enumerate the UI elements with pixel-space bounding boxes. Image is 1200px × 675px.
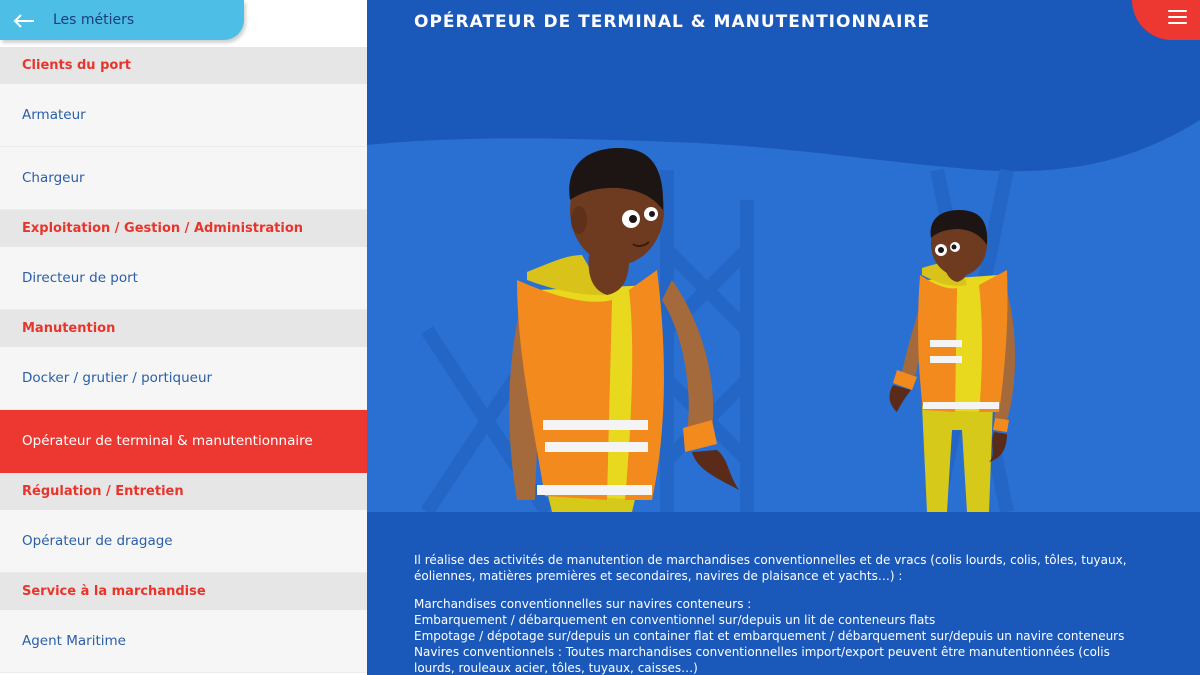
job-detail-panel xyxy=(367,0,1200,675)
page-title: OPÉRATEUR DE TERMINAL & MANUTENTIONNAIRE xyxy=(414,12,931,32)
back-label: Les métiers xyxy=(53,12,135,28)
description-line: Marchandises conventionnelles sur navires conteneurs : xyxy=(414,597,752,611)
description-intro: Il réalise des activités de manutention de marchandises conventionnelles et de vracs (colis lourds, colis, tôles, tuyaux, éoliennes, matières premières et secondaires, navires de plaisance et yachts…) : xyxy=(414,553,1127,583)
section-header-clients: Clients du port xyxy=(0,47,367,84)
jobs-menu xyxy=(0,47,367,673)
menu-item-agent-maritime[interactable]: Agent Maritime xyxy=(0,610,367,673)
job-description xyxy=(414,552,1154,675)
description-line: Embarquement / débarquement en conventionnel sur/depuis un lit de conteneurs flats xyxy=(414,613,936,627)
description-line: Navires conventionnels : Toutes marchandises conventionnelles import/export peuvent être manutentionnées (colis lourds, rouleaux acier, tôles, tuyaux, caisses…) xyxy=(414,645,1110,675)
arrow-left-icon[interactable] xyxy=(13,13,35,27)
section-header-service: Service à la marchandise xyxy=(0,573,367,610)
section-header-regulation: Régulation / Entretien xyxy=(0,473,367,510)
description-line: Empotage / dépotage sur/depuis un container flat et embarquement / débarquement sur/depuis un navire conteneurs xyxy=(414,629,1125,643)
sidebar xyxy=(0,0,367,675)
menu-item-operateur-dragage[interactable]: Opérateur de dragage xyxy=(0,510,367,573)
menu-item-directeur-de-port[interactable]: Directeur de port xyxy=(0,247,367,310)
menu-item-operateur-terminal[interactable]: Opérateur de terminal & manutentionnaire xyxy=(0,410,367,473)
menu-item-armateur[interactable]: Armateur xyxy=(0,84,367,147)
section-header-exploitation: Exploitation / Gestion / Administration xyxy=(0,210,367,247)
hamburger-menu-icon[interactable] xyxy=(1168,10,1187,24)
back-button[interactable] xyxy=(0,0,244,40)
workers-illustration xyxy=(367,0,1200,512)
section-header-manutention: Manutention xyxy=(0,310,367,347)
menu-item-docker[interactable]: Docker / grutier / portiqueur xyxy=(0,347,367,410)
menu-item-chargeur[interactable]: Chargeur xyxy=(0,147,367,210)
